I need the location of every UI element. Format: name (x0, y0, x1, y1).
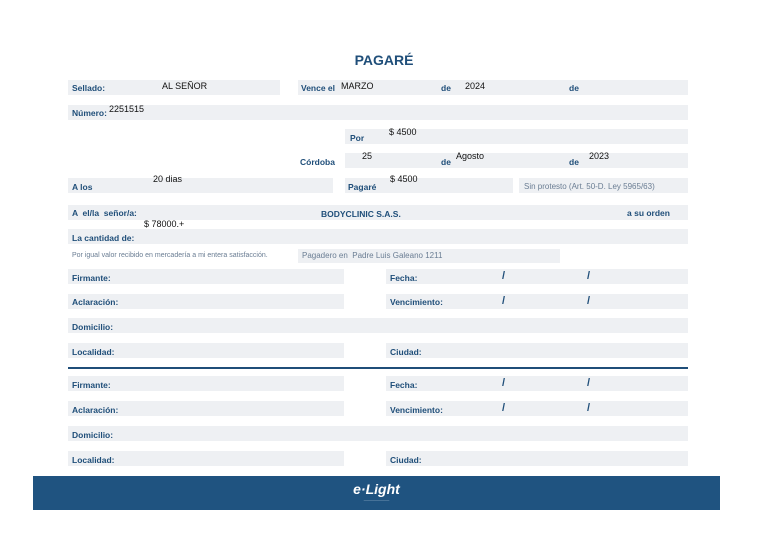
pagare-label: Pagaré (348, 182, 377, 192)
domicilio-label-1: Domicilio: (72, 322, 114, 332)
cantidad-label: La cantidad de: (72, 233, 135, 243)
date-year: 2023 (589, 151, 610, 161)
vencimiento-label-1: Vencimiento: (390, 297, 443, 307)
firmante-label-1: Firmante: (72, 273, 111, 283)
vence-label: Vence el (301, 83, 336, 93)
date-de-label-2: de (569, 157, 579, 167)
fecha-slash-2b: / (587, 377, 591, 389)
fecha-label-2: Fecha: (390, 380, 418, 390)
vencimiento-slash-1b: / (587, 295, 591, 307)
firmante-label-2: Firmante: (72, 380, 111, 390)
sin-protesto-text: Sin protesto (Art. 50-D. Ley 5965/63) (524, 182, 655, 191)
date-month: Agosto (456, 151, 485, 161)
vence-de-label-2: de (569, 83, 579, 93)
localidad-label-2: Localidad: (72, 455, 115, 465)
a-su-orden-text: a su orden (627, 208, 670, 218)
pagare-value: $ 4500 (390, 174, 418, 184)
numero-field[interactable] (68, 105, 688, 120)
date-de-label: de (441, 157, 451, 167)
vence-year: 2024 (465, 81, 486, 91)
beneficiary-label: A el/la señor/a: (72, 208, 137, 218)
por-label: Por (350, 133, 365, 143)
vence-de-label: de (441, 83, 451, 93)
fecha-slash-2a: / (502, 377, 506, 389)
cantidad-field[interactable] (68, 229, 688, 244)
footer-bar (33, 476, 720, 510)
ciudad-field-2[interactable] (386, 451, 688, 466)
brand-tagline-stripe: ──────────── (363, 498, 390, 502)
vence-month: MARZO (341, 81, 374, 91)
alos-value: 20 dias (153, 174, 183, 184)
statement-text: Por igual valor recibido en mercadería a mi entera satisfacción. (72, 252, 268, 259)
section-divider (68, 367, 688, 369)
sellado-label: Sellado: (72, 83, 106, 93)
numero-value: 2251515 (109, 104, 145, 114)
cantidad-value: $ 78000.+ (144, 219, 185, 229)
cordoba-label: Córdoba (300, 157, 335, 167)
localidad-label-1: Localidad: (72, 347, 115, 357)
vencimiento-slash-2b: / (587, 402, 591, 414)
alos-label: A los (72, 182, 93, 192)
ciudad-label-2: Ciudad: (390, 455, 422, 465)
fecha-slash-1b: / (587, 270, 591, 282)
domicilio-field-2[interactable] (68, 426, 688, 441)
numero-label: Número: (72, 108, 107, 118)
cordoba-date-field[interactable] (345, 153, 688, 168)
ciudad-label-1: Ciudad: (390, 347, 422, 357)
beneficiary-name: BODYCLINIC S.A.S. (321, 209, 401, 219)
date-day: 25 (362, 151, 373, 161)
vencimiento-slash-1a: / (502, 295, 506, 307)
por-value: $ 4500 (389, 127, 417, 137)
document-title: PAGARÉ (354, 52, 414, 68)
ciudad-field-1[interactable] (386, 343, 688, 358)
sellado-value: AL SEÑOR (162, 81, 208, 91)
aclaracion-label-1: Aclaración: (72, 297, 119, 307)
vencimiento-label-2: Vencimiento: (390, 405, 443, 415)
alos-field[interactable] (68, 178, 333, 193)
fecha-slash-1a: / (502, 270, 506, 282)
brand-logo: e·Light (353, 481, 400, 497)
domicilio-label-2: Domicilio: (72, 430, 114, 440)
aclaracion-label-2: Aclaración: (72, 405, 119, 415)
fecha-label-1: Fecha: (390, 273, 418, 283)
fecha-field-2[interactable] (386, 376, 688, 391)
fecha-field-1[interactable] (386, 269, 688, 284)
domicilio-field-1[interactable] (68, 318, 688, 333)
vencimiento-slash-2a: / (502, 402, 506, 414)
pagadero-text: Pagadero en Padre Luis Galeano 1211 (302, 251, 443, 260)
